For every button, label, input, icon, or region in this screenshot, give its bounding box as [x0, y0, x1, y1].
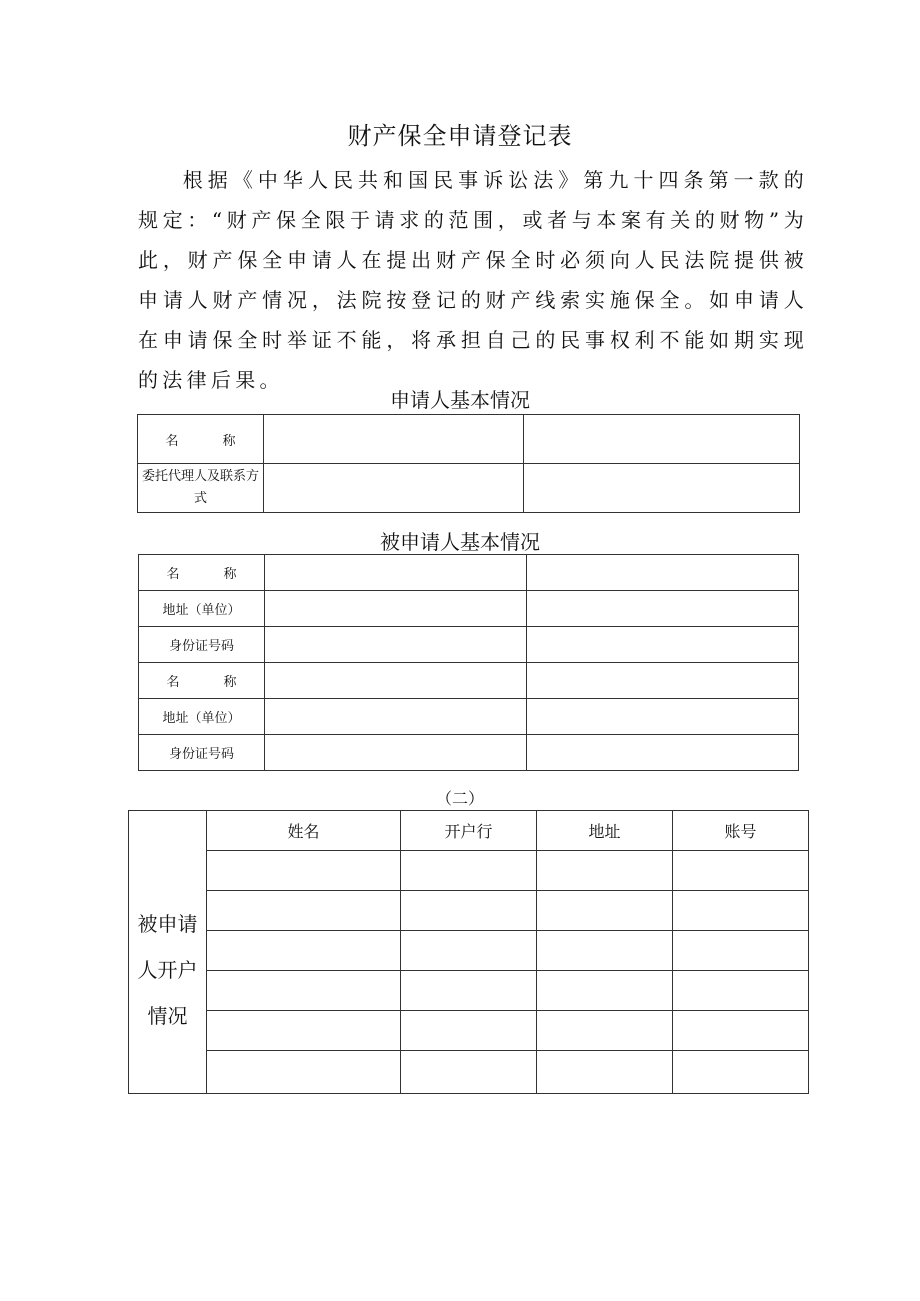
- row-label: 名 称: [139, 555, 265, 591]
- table-header-row: [129, 811, 809, 851]
- respondent-field[interactable]: [265, 663, 527, 699]
- respondent-table: [138, 554, 799, 771]
- table-row: [129, 891, 809, 931]
- table-row: [139, 555, 799, 591]
- address-cell[interactable]: [537, 1011, 673, 1051]
- bank-cell[interactable]: [401, 971, 537, 1011]
- intro-paragraph: 根据《中华人民共和国民事诉讼法》第九十四条第一款的规定：“财产保全限于请求的范围，或者与本案有关的财物”为此，财产保全申请人在提出财产保全时必须向人民法院提供被申请人财产情况，法院按登记的财产线索实施保全。如申请人在申请保全时举证不能，将承担自己的民事权利不能如期实现的法律后果。: [138, 168, 808, 392]
- table-row: [139, 627, 799, 663]
- table-row: [129, 931, 809, 971]
- account-cell[interactable]: [673, 931, 809, 971]
- agent-contact-field-2[interactable]: [524, 464, 800, 513]
- name-cell[interactable]: [207, 851, 401, 891]
- account-cell[interactable]: [673, 851, 809, 891]
- table-row: [139, 663, 799, 699]
- bank-cell[interactable]: [401, 1051, 537, 1094]
- table-row: [129, 851, 809, 891]
- respondent-field[interactable]: [265, 699, 527, 735]
- agent-contact-field-1[interactable]: [264, 464, 524, 513]
- bank-cell[interactable]: [401, 1011, 537, 1051]
- respondent-field[interactable]: [265, 591, 527, 627]
- document-title: 财产保全申请登记表: [347, 122, 573, 150]
- address-cell[interactable]: [537, 971, 673, 1011]
- row-label: 名 称: [139, 663, 265, 699]
- bank-cell[interactable]: [401, 851, 537, 891]
- account-cell[interactable]: [673, 1011, 809, 1051]
- account-cell[interactable]: [673, 1051, 809, 1094]
- name-cell[interactable]: [207, 891, 401, 931]
- account-cell[interactable]: [673, 891, 809, 931]
- row-label: 地址（单位）: [139, 591, 265, 627]
- applicant-name-field-2[interactable]: [524, 415, 800, 464]
- row-group-label: 被申请 人开户 情况: [129, 811, 207, 1094]
- respondent-field[interactable]: [527, 663, 799, 699]
- applicant-table: [137, 414, 800, 513]
- name-cell[interactable]: [207, 1051, 401, 1094]
- row-label: 名 称: [138, 415, 264, 464]
- applicant-section-heading: 申请人基本情况: [390, 388, 530, 412]
- address-cell[interactable]: [537, 851, 673, 891]
- applicant-name-field-1[interactable]: [264, 415, 524, 464]
- column-header-name: 姓名: [207, 811, 401, 851]
- name-cell[interactable]: [207, 1011, 401, 1051]
- table-row: [138, 464, 800, 513]
- account-cell[interactable]: [673, 971, 809, 1011]
- row-label: 地址（单位）: [139, 699, 265, 735]
- column-header-account: 账号: [673, 811, 809, 851]
- name-cell[interactable]: [207, 931, 401, 971]
- respondent-section-heading: 被申请人基本情况: [380, 530, 540, 554]
- account-section-heading: （二）: [435, 789, 484, 808]
- table-row: [139, 735, 799, 771]
- table-row: [138, 415, 800, 464]
- respondent-field[interactable]: [265, 555, 527, 591]
- bank-cell[interactable]: [401, 931, 537, 971]
- column-header-address: 地址: [537, 811, 673, 851]
- table-row: [139, 699, 799, 735]
- row-label: 身份证号码: [139, 735, 265, 771]
- address-cell[interactable]: [537, 891, 673, 931]
- bank-cell[interactable]: [401, 891, 537, 931]
- respondent-field[interactable]: [527, 627, 799, 663]
- respondent-field[interactable]: [527, 699, 799, 735]
- row-label: 委托代理人及联系方式: [138, 464, 264, 513]
- name-cell[interactable]: [207, 971, 401, 1011]
- table-row: [129, 1051, 809, 1094]
- respondent-field[interactable]: [527, 735, 799, 771]
- respondent-field[interactable]: [527, 591, 799, 627]
- table-row: [129, 1011, 809, 1051]
- respondent-field[interactable]: [265, 627, 527, 663]
- table-row: [139, 591, 799, 627]
- account-table: [128, 810, 809, 1094]
- column-header-bank: 开户行: [401, 811, 537, 851]
- table-row: [129, 971, 809, 1011]
- respondent-field[interactable]: [265, 735, 527, 771]
- address-cell[interactable]: [537, 1051, 673, 1094]
- row-label: 身份证号码: [139, 627, 265, 663]
- respondent-field[interactable]: [527, 555, 799, 591]
- address-cell[interactable]: [537, 931, 673, 971]
